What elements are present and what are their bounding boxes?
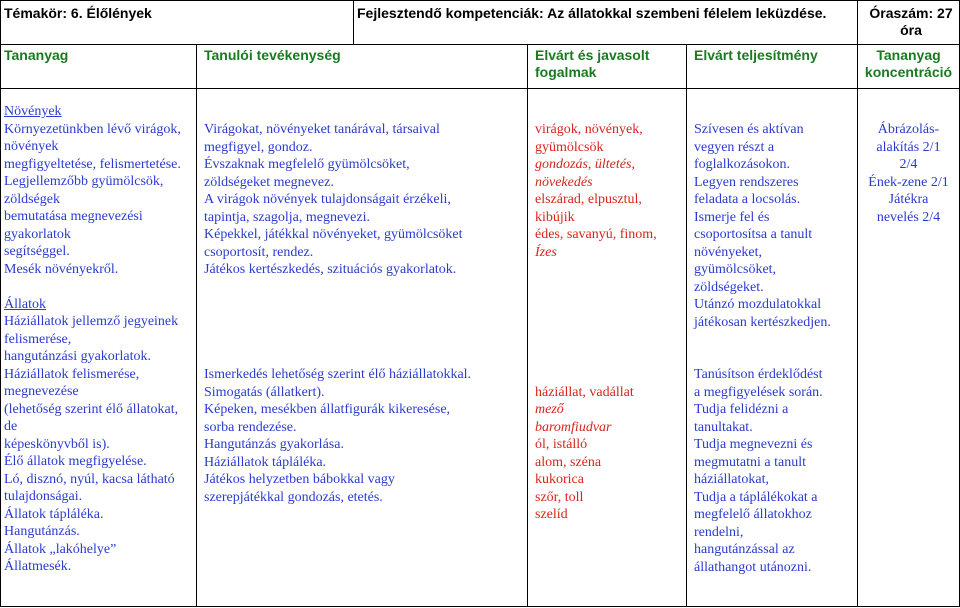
tevekenyseg-line: Ismerkedés lehetőség szerint élő háziállatokkal. [204,367,472,382]
teljesitmeny-spacer [694,331,831,349]
tevekenyseg-line: Évszaknak megfelelő gyümölcsöket, [204,157,410,172]
fogalom-line: gyümölcsök [535,139,604,155]
tananyag-line: képeskönyvből is). [4,436,110,452]
teljesitmeny-line: Szívesen és aktívan [694,122,804,137]
fogalom-line: szőr, toll [535,489,584,505]
tevekenyseg-line: Simogatás (állatkert). [204,384,325,400]
fogalom-line: virágok, növények, [535,122,643,137]
tevekenyseg-line: sorba rendezése. [204,419,297,435]
tevekenyseg-line: szerepjátékkal gondozás, etetés. [204,489,383,505]
fogalom-line: háziállat, vadállat [535,384,634,400]
teljesitmeny-line: rendelni, [694,524,744,540]
column-header-fogalmak-2: fogalmak [535,64,597,80]
fogalom-spacer [535,314,657,332]
temakor-label: Témakör: 6. Élőlények [4,5,152,21]
tananyag-line: segítséggel. [4,244,70,259]
top-border [0,0,960,1]
teljesitmeny-line: foglalkozásokon. [694,157,791,172]
column-header-teljesitmeny: Elvárt teljesítmény [694,47,818,63]
tevekenyseg-spacer [204,296,471,314]
teljesitmeny-line: megfelelő állatokhoz [694,507,812,522]
tevekenyseg-line: Játékos helyzetben bábokkal vagy [204,472,395,487]
oraszam-line1: Óraszám: 27 [869,5,953,21]
teljesitmeny-line: Tanúsítson érdeklődést [694,367,823,382]
fogalom-line [535,156,657,174]
fogalom-line: alom, széna [535,454,602,470]
tevekenyseg-spacer [204,331,471,349]
tananyag-line: zöldségek [4,191,60,207]
divider-col3 [686,44,687,607]
tevekenyseg-line: csoportosít, rendez. [204,244,314,260]
tananyag-line: Háziállatok felismerése, [4,366,140,382]
column-header-fogalmak-1 [535,47,649,64]
koncentracio-line: Ábrázolás- [877,122,940,137]
tananyag-spacer [4,278,181,296]
teljesitmeny-line: Ismerje fel és [694,209,770,225]
fogalom-line: Ízes [535,244,557,260]
fogalom-italic: gondozás, ültetés, [535,157,635,172]
koncentracio-line: 2/4 [899,157,918,172]
tevekenyseg-spacer [204,279,471,297]
tananyag-line: felismerése, [4,331,72,347]
tevekenyseg-line: Játékos kertészkedés, szituációs gyakorlatok. [204,262,457,277]
section-heading-allatok: Állatok [4,296,46,312]
teljesitmeny-line: Legyen rendszeres [694,174,799,190]
left-border [0,0,1,607]
tananyag-line: Élő állatok megfigyelése. [4,454,147,469]
koncentracio-line: alakítás 2/1 [876,139,941,155]
teljesitmeny-line: hangutánzással az [694,542,795,557]
fogalom-line: baromfiudvar [535,419,612,435]
fogalom-spacer [535,366,657,384]
tananyag-line: Mesék növényekről. [4,261,119,277]
column-header-koncentracio [858,47,959,81]
teljesitmeny-line: Tudja megnevezni és [694,437,813,452]
teljesitmeny-line: zöldségeket. [694,279,764,295]
fogalom-line: ól, istálló [535,437,588,452]
fogalom-line: kibújik [535,209,575,225]
fogalom-line: elszárad, elpusztul, [535,192,642,207]
teljesitmeny-line: tanultakat. [694,419,753,435]
fogalom-line: mező [535,402,564,417]
header-divider [0,44,960,45]
tevekenyseg-line: Képeken, mesékben állatfigurák kikeresése, [204,402,451,417]
tevekenyseg-line: Háziállatok tápláléka. [204,454,327,470]
koncentracio-line: Játékra [888,192,929,207]
tananyag-line: (lehetőség szerint élő állatokat, [4,401,179,417]
oraszam-label [864,5,958,39]
tananyag-line: de [4,419,18,434]
fogalom-spacer [535,261,657,279]
tananyag-line: Környezetünkben lévő virágok, [4,121,181,137]
teljesitmeny-line: csoportosítsa a tanult [694,227,813,242]
teljesitmeny-line: Tudja felidézni a [694,402,789,417]
fogalom-spacer [535,279,657,297]
teljesitmeny-line: a megfigyelések során. [694,384,823,400]
tananyag-line: Állatok „lakóhelye” [4,541,117,557]
fejlesztendo-kompetenciak: Fejlesztendő kompetenciák: Az állatokkal szembeni félelem leküzdése. [357,5,827,21]
tananyag-line: Háziállatok jellemző jegyeinek [4,314,179,329]
tevekenyseg-line: megfigyel, gondoz. [204,139,313,155]
teljesitmeny-line: gyümölcsöket, [694,262,777,277]
teljesitmeny-spacer [694,349,831,367]
tananyag-line: Ló, disznó, nyúl, kacsa látható [4,471,175,487]
section-heading-novenyek: Növények [4,104,62,119]
tananyag-line: hangutánzási gyakorlatok. [4,349,151,364]
tevekenyseg-line: A virágok növények tulajdonságait érzékeli, [204,192,451,207]
teljesitmeny-line: megmutatni a tanult [694,454,806,470]
column-header-koncentracio-1: Tananyag [876,47,941,63]
fogalom-spacer [535,331,657,349]
tananyag-line: gyakorlatok [4,226,71,242]
fogalom-line: növekedés [535,174,593,190]
column-header-fogalmak-text: Elvárt és javasolt [535,47,650,63]
bottom-border [0,606,960,607]
col-tananyag [4,103,181,576]
col-tanuloi-tevekenyseg [204,121,471,506]
divider-col2 [527,44,528,607]
teljesitmeny-line: Tudja a táplálékokat a [694,489,818,505]
column-header-tanuloi-tevekenyseg: Tanulói tevékenység [204,47,341,63]
column-header-divider [0,88,960,89]
koncentracio-line: nevelés 2/4 [876,209,941,225]
tevekenyseg-line: tapintja, szagolja, megnevezi. [204,209,370,225]
divider-fejlesztendo [353,0,354,44]
tevekenyseg-spacer [204,314,471,332]
teljesitmeny-line: játékosan kertészkedjen. [694,314,831,330]
fogalom-line: szelíd [535,507,568,522]
tevekenyseg-line: Képekkel, játékkal növényeket, gyümölcsöket [204,227,463,242]
tevekenyseg-spacer [204,349,471,367]
col-koncentracio [858,121,959,226]
col-teljesitmeny [694,121,831,576]
tananyag-line: Hangutánzás. [4,524,80,539]
teljesitmeny-line: vegyen részt a [694,139,775,155]
fogalom-line: kukorica [535,472,584,487]
koncentracio-line: Ének-zene 2/1 [868,174,949,190]
teljesitmeny-line: állathangot utánozni. [694,559,812,575]
oraszam-line2: óra [900,22,922,38]
tevekenyseg-line: Hangutánzás gyakorlása. [204,437,344,452]
tananyag-line: Állatok tápláléka. [4,506,104,522]
teljesitmeny-line: Utánzó mozdulatokkal [694,297,822,312]
teljesitmeny-line: növényeket, [694,244,763,260]
tevekenyseg-line: Virágokat, növényeket tanárával, társaival [204,122,440,137]
teljesitmeny-line: feladata a locsolás. [694,192,801,207]
divider-col4 [857,0,858,607]
tananyag-line: tulajdonságai. [4,489,83,504]
fogalom-line: édes, savanyú, finom, [535,227,657,242]
tananyag-line: bemutatása megnevezési [4,209,143,224]
col-fogalmak [535,121,657,524]
tananyag-line: Állatmesék. [4,559,72,574]
tananyag-line: megfigyeltetése, felismertetése. [4,156,181,172]
tananyag-line: Legjellemzőbb gyümölcsök, [4,174,164,189]
divider-col1 [196,44,197,607]
tananyag-line: növények [4,139,59,154]
fogalom-spacer [535,296,657,314]
column-header-fogalmak [535,47,649,81]
tevekenyseg-line: zöldségeket megnevez. [204,174,334,190]
teljesitmeny-line: háziállatokat, [694,472,770,487]
fogalom-spacer [535,349,657,367]
column-header-tananyag: Tananyag [4,47,69,63]
tananyag-line: megnevezése [4,384,79,399]
column-header-koncentracio-2: koncentráció [864,64,953,80]
